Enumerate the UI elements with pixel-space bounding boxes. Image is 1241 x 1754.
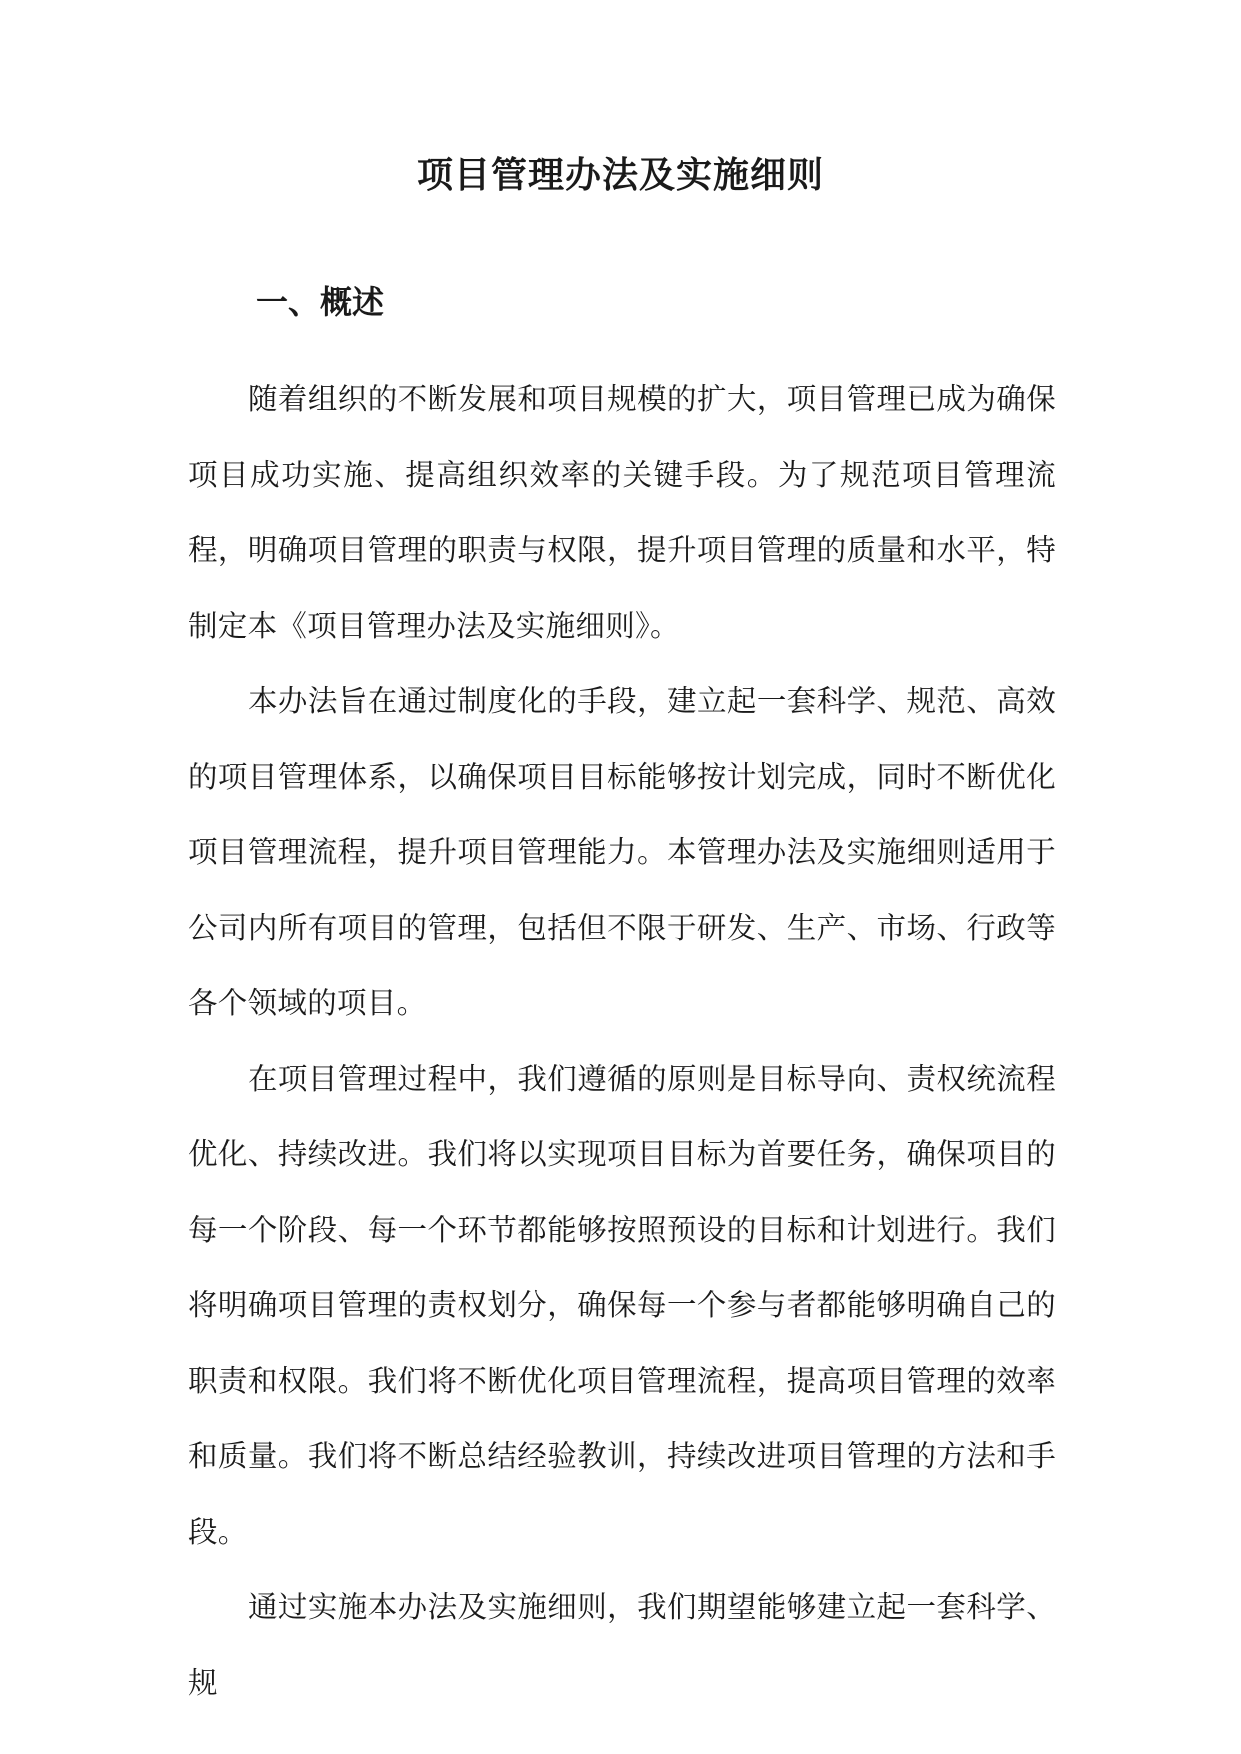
document-title: 项目管理办法及实施细则 xyxy=(416,155,824,196)
document-body xyxy=(188,362,1056,1721)
paragraph-principles: 在项目管理过程中，我们遵循的原则是目标导向、责权统流程优化、持续改进。我们将以实现项目目标为首要任务，确保项目的每一个阶段、每一个环节都能够按照预设的目标和计划进行。我们将明确项目管理的责权划分，确保每一个参与者都能够明确自己的职责和权限。我们将不断优化项目管理流程，提高项目管理的效率和质量。我们将不断总结经验教训，持续改进项目管理的方法和手段。 xyxy=(188,1061,1056,1549)
paragraph-purpose: 本办法旨在通过制度化的手段，建立起一套科学、规范、高效的项目管理体系，以确保项目目标能够按计划完成，同时不断优化项目管理流程，提升项目管理能力。本管理办法及实施细则适用于公司内所有项目的管理，包括但不限于研发、生产、市场、行政等各个领域的项目。 xyxy=(188,684,1056,1020)
paragraph-intro: 随着组织的不断发展和项目规模的扩大，项目管理已成为确保项目成功实施、提高组织效率的关键手段。为了规范项目管理流程，明确项目管理的职责与权限，提升项目管理的质量和水平，特制定本《项目管理办法及实施细则》。 xyxy=(188,382,1056,643)
section-heading: 一、概述 xyxy=(256,283,385,321)
paragraph-expectation: 通过实施本办法及实施细则，我们期望能够建立起一套科学、规 xyxy=(188,1590,1056,1700)
